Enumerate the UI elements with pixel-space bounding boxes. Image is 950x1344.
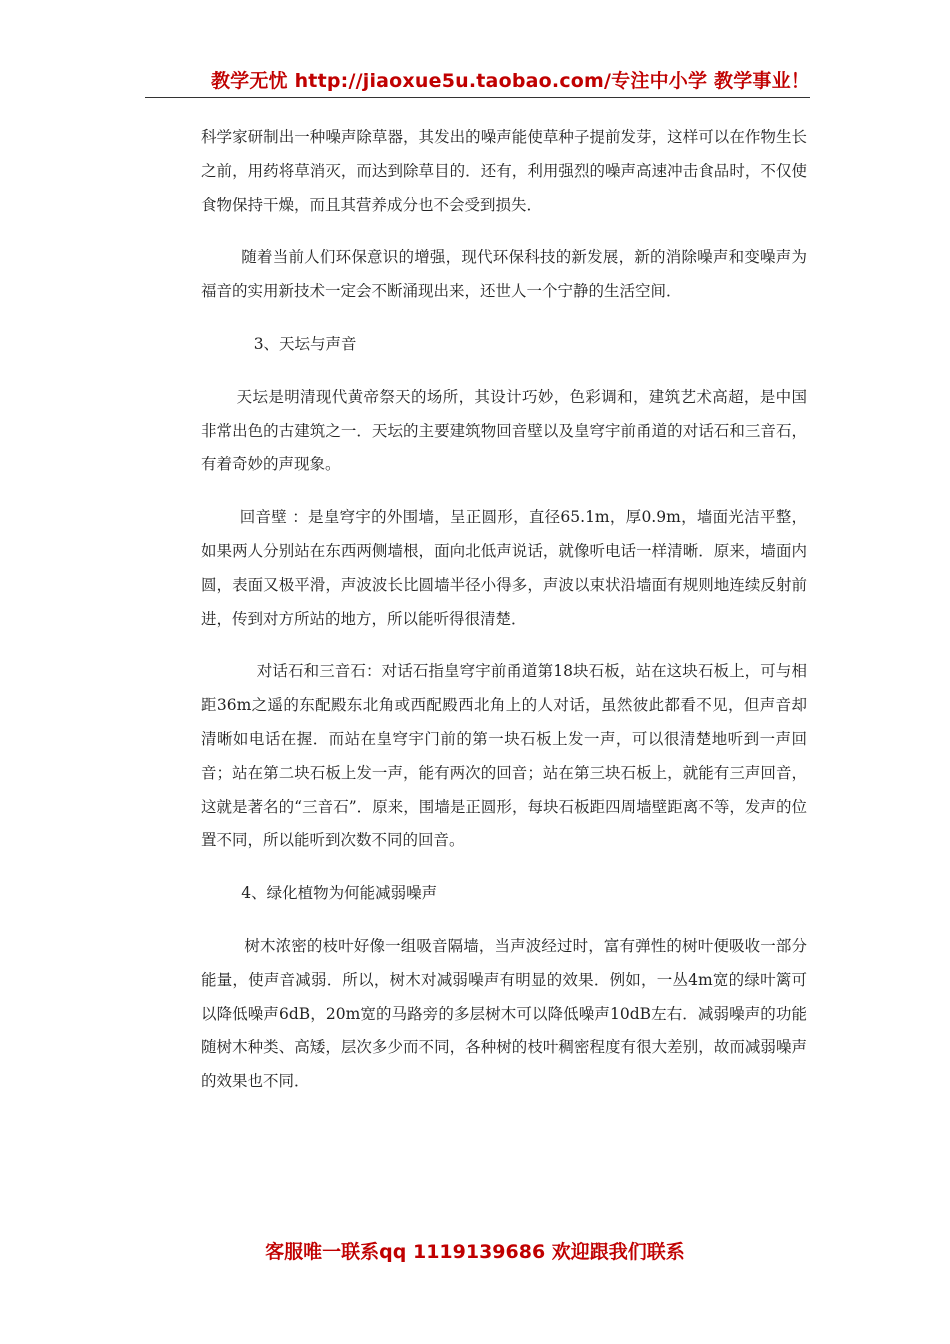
header-divider	[145, 97, 810, 98]
paragraph-new-technology: 随着当前人们环保意识的增强，现代环保科技的新发展，新的消除噪声和变噪声为福音的实用新技术一定会不断涌现出来，还世人一个宁静的生活空间．	[201, 248, 807, 301]
paragraph-echo-wall: 回音壁 ：是皇穹宇的外围墙，呈正圆形，直径65.1m，厚0.9m，墙面光洁平整，如果两人分别站在东西两侧墙根，面向北低声说话，就像听电话一样清晰．原来，墙面内圆，表面又极平滑，声波波长比圆墙半径小得多，声波以束状沿墙面有规则地连续反射前进，传到对方所站的地方，所以能听得很清楚．	[201, 508, 807, 628]
document-body	[201, 121, 807, 1099]
paragraph-dialogue-stone: 对话石和三音石：对话石指皇穹宇前甬道第18块石板，站在这块石板上，可与相距36m之遥的东配殿东北角或西配殿西北角上的人对话，虽然彼此都看不见，但声音却清晰如电话在握．而站在皇穹宇门前的第一块石板上发一声，可以很清楚地听到一声回音；站在第二块石板上发一声，能有两次的回音；站在第三块石板上，就能有三声回音，这就是著名的“三音石”．原来，围墙是正圆形，每块石板距四周墙壁距离不等，发声的位置不同，所以能听到次数不同的回音。	[201, 662, 807, 850]
footer-contact: 客服唯一联系qq 1119139686 欢迎跟我们联系	[265, 1241, 685, 1263]
header-banner: 教学无忧 http://jiaoxue5u.taobao.com/专注中小学 教学事业！	[210, 70, 810, 92]
paragraph-temple-of-heaven: 天坛是明清现代黄帝祭天的场所，其设计巧妙，色彩调和，建筑艺术高超，是中国非常出色的古建筑之一．天坛的主要建筑物回音壁以及皇穹宇前甬道的对话石和三音石，有着奇妙的声现象。	[201, 387, 807, 474]
paragraph-noise-weeder: 科学家研制出一种噪声除草器，其发出的噪声能使草种子提前发芽，这样可以在作物生长之前，用药将草消灭，而达到除草目的．还有，利用强烈的噪声高速冲击食品时，不仅使食物保持干燥，而且其营养成分也不会受到损失．	[201, 128, 807, 214]
section-heading-temple-of-heaven: 3、天坛与声音	[253, 334, 357, 353]
section-heading-green-plants: 4、绿化植物为何能减弱噪声	[241, 884, 438, 903]
paragraph-trees-reduce-noise: 树木浓密的枝叶好像一组吸音隔墙，当声波经过时，富有弹性的树叶便吸收一部分能量，使声音减弱．所以，树木对减弱噪声有明显的效果．例如，一丛4m宽的绿叶篱可以降低噪声6dB，20m宽的马路旁的多层树木可以降低噪声10dB左右．减弱噪声的功能随树木种类、高矮，层次多少而不同，各种树的枝叶稠密程度有很大差别，故而减弱噪声的效果也不同．	[201, 936, 807, 1091]
